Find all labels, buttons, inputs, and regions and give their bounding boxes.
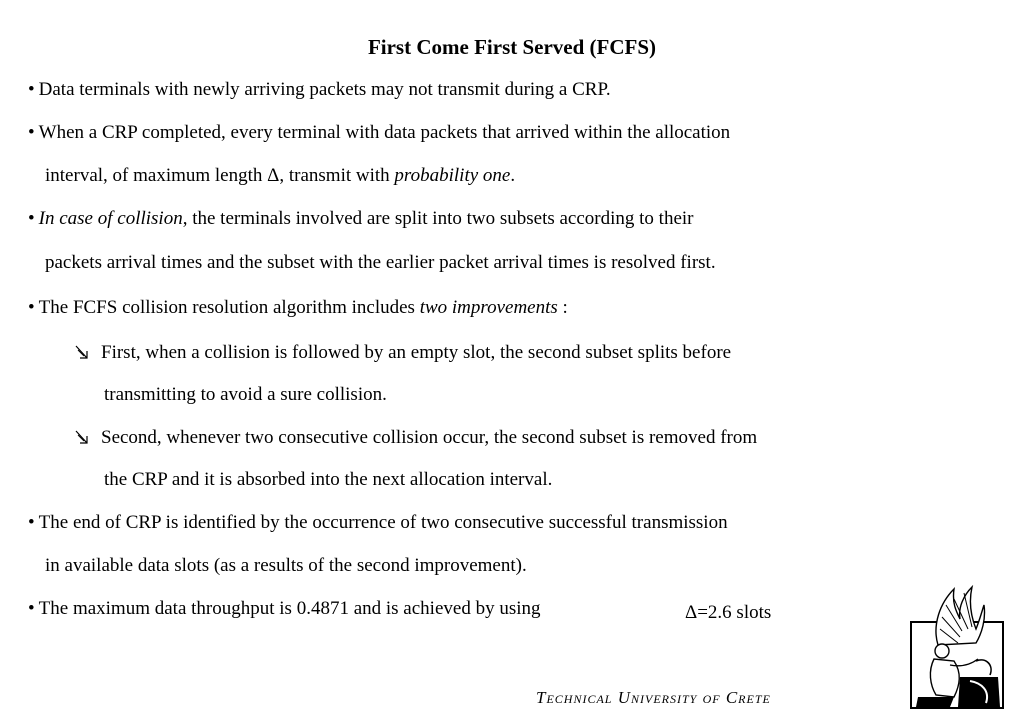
bullet-5-continuation: in available data slots (as a results of the second improvement). [45, 555, 527, 576]
bullet-2-emphasis: probability one [394, 165, 511, 186]
footer-university-name [536, 688, 771, 708]
arrow-right-icon [75, 430, 97, 446]
bullet-marker: • [28, 208, 35, 229]
sub-bullet-1 [75, 341, 731, 365]
bullet-6-text: The maximum data throughput is 0.4871 and is achieved by using [38, 598, 541, 619]
sub-bullet-1-line-1: First, when a collision is followed by an empty slot, the second subset splits before [101, 342, 732, 363]
bullet-2-line-2-b: . [510, 165, 516, 186]
bullet-1-text: Data terminals with newly arriving packets may not transmit during a CRP. [38, 79, 611, 100]
footer-text: Technical University of Crete [536, 688, 771, 707]
arrow-right-icon [75, 345, 97, 361]
bullet-2-line-2-a: interval, of maximum length Δ, transmit with [45, 165, 395, 186]
bullet-marker: • [28, 598, 35, 619]
bullet-marker: • [28, 512, 35, 533]
bullet-4 [28, 296, 568, 320]
bullet-2-line-1: When a CRP completed, every terminal with data packets that arrived within the allocation [38, 122, 731, 143]
bullet-4-text-a: The FCFS collision resolution algorithm includes [38, 297, 420, 318]
sub-bullet-1-continuation: transmitting to avoid a sure collision. [104, 384, 387, 405]
bullet-5 [28, 511, 728, 535]
bullet-3-line-1: , the terminals involved are split into two subsets according to their [182, 208, 694, 229]
bullet-3-continuation: packets arrival times and the subset with the earlier packet arrival times is resolved first. [45, 252, 716, 273]
university-logo-icon [910, 585, 1010, 711]
sub-bullet-2 [75, 426, 757, 450]
slide-title: First Come First Served (FCFS) [367, 35, 657, 59]
bullet-2 [28, 121, 730, 145]
bullet-marker: • [28, 79, 35, 100]
sub-bullet-2-line-1: Second, whenever two consecutive collision occur, the second subset is removed from [101, 427, 758, 448]
bullet-3-emphasis: In case of collision [38, 208, 183, 229]
delta-formula: Δ=2.6 slots [685, 602, 772, 623]
bullet-5-line-1: The end of CRP is identified by the occurrence of two consecutive successful transmission [38, 512, 728, 533]
bullet-marker: • [28, 297, 35, 318]
sub-bullet-2-continuation: the CRP and it is absorbed into the next allocation interval. [104, 469, 553, 490]
bullet-4-emphasis: two improvements [419, 297, 558, 318]
bullet-6 [28, 597, 541, 621]
bullet-2-continuation [45, 164, 515, 188]
bullet-1 [28, 78, 611, 102]
bullet-marker: • [28, 122, 35, 143]
bullet-4-text-b: : [557, 297, 568, 318]
bullet-3 [28, 207, 694, 231]
